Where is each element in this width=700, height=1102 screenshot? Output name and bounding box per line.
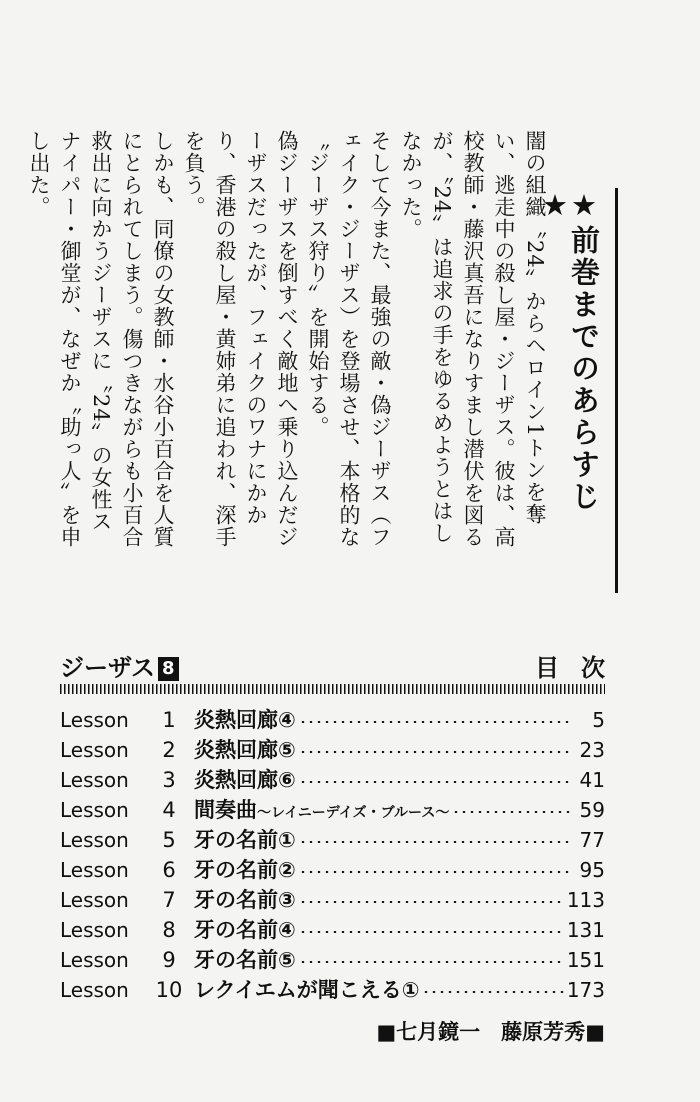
toc-row: [60, 734, 605, 764]
page-number: 5: [592, 708, 605, 732]
chapter-title-text: 牙の名前⑤: [194, 948, 296, 972]
lesson-number: 2: [162, 738, 176, 762]
chapter-title-text: 炎熱回廊④: [194, 708, 296, 732]
chapter-title: [194, 944, 296, 974]
lesson-number: 6: [162, 858, 176, 882]
chapter-title: [194, 914, 296, 944]
lesson-label: Lesson: [60, 708, 129, 732]
chapter-title-text: 牙の名前④: [194, 918, 296, 942]
chapter-title: [194, 764, 296, 794]
dot-leader: [299, 721, 572, 723]
lesson-label: Lesson: [60, 738, 129, 762]
synopsis-paragraph: しかも、同僚の女教師・水谷小百合を人質にとられてしまう。傷つきながらも小百合救出に向かうジーザスに〝24〟の女性スナイパー・御堂が、なぜか〝助っ人〟を申し出た。: [27, 130, 175, 548]
page-number: 151: [566, 948, 605, 972]
page-number: 77: [579, 828, 605, 852]
synopsis-paragraph: 偽ジーザスを倒すべく敵地へ乗り込んだジーザスだったが、フェイクのワナにかかり、香港の殺し屋・黄姉弟に追われ、深手を負う。: [182, 130, 299, 548]
synopsis-heading: ★前巻までのあらすじ★: [538, 188, 601, 513]
chapter-title: [194, 884, 296, 914]
toc-row: [60, 914, 605, 944]
lesson-number: 9: [162, 948, 176, 972]
page-number: 41: [579, 768, 605, 792]
page-number: 23: [579, 738, 605, 762]
toc-row: [60, 794, 605, 824]
chapter-title-text: 炎熱回廊⑥: [194, 768, 296, 792]
chapter-title: [194, 704, 296, 734]
lesson-number: 10: [155, 978, 183, 1002]
chapter-title-text: 牙の名前①: [194, 828, 296, 852]
page-number: 173: [566, 978, 605, 1002]
page-number: 113: [566, 888, 605, 912]
credits: ■七月鏡一 藤原芳秀■: [376, 1020, 605, 1044]
series-title: [60, 648, 179, 683]
volume-badge: 8: [158, 657, 179, 681]
series-name: ジーザス: [60, 654, 156, 682]
hatched-divider: [60, 684, 605, 694]
toc-row: [60, 944, 605, 974]
lesson-label: Lesson: [60, 768, 129, 792]
chapter-title-text: レクイエムが聞こえる①: [194, 978, 420, 1002]
chapter-title-text: 牙の名前③: [194, 888, 296, 912]
toc-header: [60, 648, 627, 684]
lesson-label: Lesson: [60, 888, 129, 912]
heading-rule: [615, 188, 618, 593]
dot-leader: [452, 811, 572, 813]
lesson-number: 1: [162, 708, 176, 732]
synopsis-paragraph: そして今また、最強の敵・偽ジーザス（フェイク・ジーザス）を登場させ、本格的な〝ジーザス狩り〟を開始する。: [306, 130, 392, 548]
chapter-title: [194, 794, 449, 824]
lesson-label: Lesson: [60, 858, 129, 882]
toc-row: [60, 824, 605, 854]
toc-row: [60, 764, 605, 794]
synopsis-section: [20, 38, 660, 548]
synopsis-body: [23, 130, 550, 550]
chapter-title: [194, 824, 296, 854]
toc-row: [60, 974, 605, 1004]
dot-leader: [422, 991, 563, 993]
lesson-label: Lesson: [60, 828, 129, 852]
synopsis-paragraph: 闇の組織〝24〟からヘロイン1トンを奪い、逃走中の殺し屋・ジーザス。彼は、高校教師・藤沢真吾になりすまし潜伏を図るが、〝24〟は追求の手をゆるめようとはしなかった。: [399, 130, 547, 548]
chapter-subtitle: 〜レイニーデイズ・ブルース〜: [257, 805, 450, 821]
lesson-label: Lesson: [60, 918, 129, 942]
toc-row: [60, 704, 605, 734]
dot-leader: [299, 871, 572, 873]
lesson-number: 4: [162, 798, 176, 822]
lesson-label: Lesson: [60, 948, 129, 972]
lesson-label: Lesson: [60, 798, 129, 822]
dot-leader: [299, 841, 572, 843]
lesson-label: Lesson: [60, 978, 129, 1002]
dot-leader: [299, 781, 572, 783]
dot-leader: [299, 961, 564, 963]
dot-leader: [299, 751, 572, 753]
page-number: 95: [579, 858, 605, 882]
chapter-title-text: 間奏曲: [194, 798, 257, 822]
dot-leader: [299, 931, 564, 933]
toc-heading: 目次: [535, 654, 627, 682]
chapter-title: [194, 974, 419, 1004]
lesson-number: 5: [162, 828, 176, 852]
toc-list: [60, 704, 605, 1004]
chapter-title: [194, 734, 296, 764]
lesson-number: 3: [162, 768, 176, 792]
lesson-number: 7: [162, 888, 176, 912]
lesson-number: 8: [162, 918, 176, 942]
toc-row: [60, 884, 605, 914]
chapter-title-text: 牙の名前②: [194, 858, 296, 882]
page-number: 59: [579, 798, 605, 822]
chapter-title: [194, 854, 296, 884]
dot-leader: [299, 901, 564, 903]
chapter-title-text: 炎熱回廊⑤: [194, 738, 296, 762]
page-number: 131: [566, 918, 605, 942]
toc-row: [60, 854, 605, 884]
